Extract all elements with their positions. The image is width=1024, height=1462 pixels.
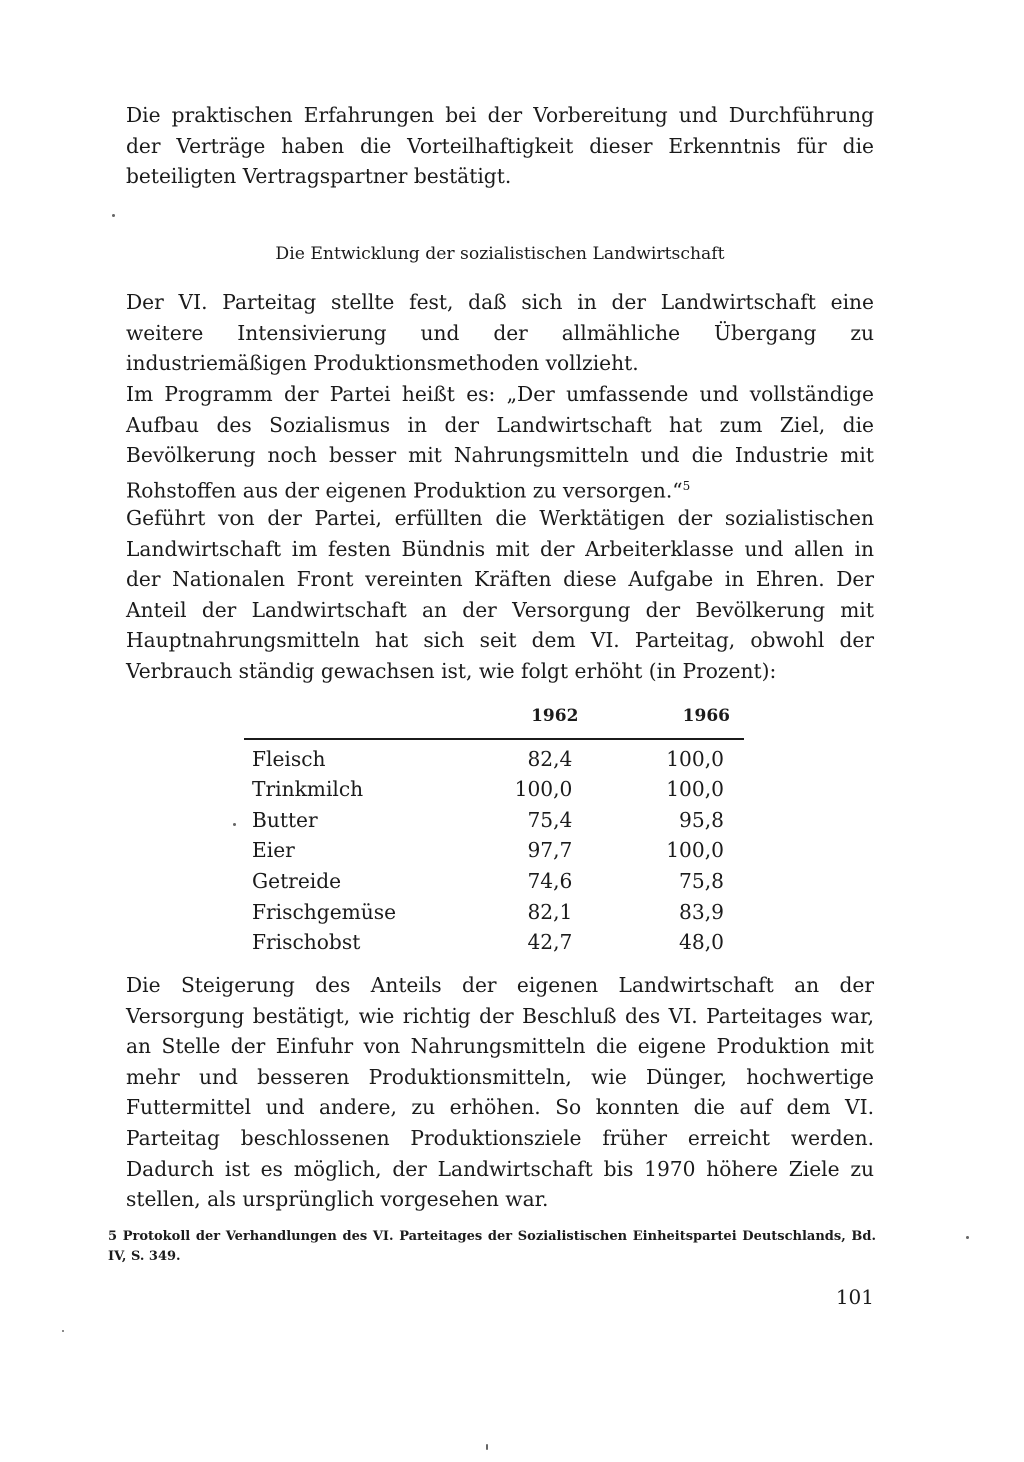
table-row bbox=[244, 774, 744, 805]
table-cell-product: Fleisch bbox=[252, 746, 326, 771]
table-cell-product: Frischobst bbox=[252, 930, 361, 955]
footnote-reference: 5 bbox=[682, 478, 691, 493]
section-heading: Die Entwicklung der sozialistischen Landwirtschaft bbox=[275, 244, 725, 264]
paragraph-parteitag: Der VI. Parteitag stellte fest, daß sich in der Landwirtschaft eine weitere Intensivierung und der allmähliche Übergang zu industriemäßigen Produktionsmethoden vollzieht. bbox=[126, 290, 874, 376]
page-number: 101 bbox=[835, 1285, 874, 1309]
table-cell-value-1966: 48,0 bbox=[679, 930, 724, 955]
table-cell-value-1966: 95,8 bbox=[679, 807, 724, 832]
table-cell-value-1962: 42,7 bbox=[527, 930, 573, 955]
table-cell-product: Getreide bbox=[252, 868, 342, 893]
paragraph-versorgung: Geführt von der Partei, erfüllten die Werktätigen der sozialistischen Landwirtschaft im festen Bündnis mit der Arbeiterklasse und allen in der Nationalen Front vereinten Kräften diese Aufgabe in Ehren. Der Anteil der Landwirtschaft an der Versorgung der Bevölkerung mit Hauptnahrungsmitteln hat sich seit dem VI. Parteitag, obwohl der Verbrauch ständig gewachsen ist, wie folgt erhöht (in Prozent): bbox=[126, 506, 874, 683]
table-header-1962: 1962 bbox=[441, 701, 593, 739]
scan-speck bbox=[233, 823, 236, 826]
paragraph-programm bbox=[126, 379, 874, 506]
table-cell-value-1966: 100,0 bbox=[666, 838, 724, 863]
table-row bbox=[244, 927, 744, 958]
table-cell-product: Trinkmilch bbox=[252, 777, 364, 802]
table-cell-value-1962: 97,7 bbox=[527, 838, 573, 863]
table-cell-value-1966: 75,8 bbox=[679, 868, 724, 893]
food-supply-table bbox=[244, 701, 744, 958]
table-header-row bbox=[244, 701, 744, 739]
table-cell-value-1962: 100,0 bbox=[514, 777, 573, 802]
table-cell-value-1962: 82,1 bbox=[527, 899, 573, 924]
table-cell-value-1962: 75,4 bbox=[527, 807, 573, 832]
table-row bbox=[244, 897, 744, 928]
table-cell-value-1966: 100,0 bbox=[666, 777, 724, 802]
table-header-1966: 1966 bbox=[592, 701, 744, 739]
table-cell-product: Butter bbox=[252, 807, 318, 832]
table-header-empty bbox=[244, 701, 441, 739]
intro-paragraph: Die praktischen Erfahrungen bei der Vorbereitung und Durchführung der Verträge haben die Vorteilhaftigkeit dieser Erkenntnis für die beteiligten Vertragspartner bestätigt. bbox=[126, 103, 874, 189]
closing-paragraph: Die Steigerung des Anteils der eigenen Landwirtschaft an der Versorgung bestätigt, wie richtig der Beschluß des VI. Parteitages war, an Stelle der Einfuhr von Nahrungsmitteln die eigene Produktion mit mehr und besseren Produktionsmitteln, wie Dünger, hochwertige Futtermittel und andere, zu erhöhen. So konnten die auf dem VI. Parteitag beschlossenen Produktionsziele früher erreicht werden. Dadurch ist es möglich, der Landwirtschaft bis 1970 höhere Ziele zu stellen, als ursprünglich vorgesehen war. bbox=[126, 973, 874, 1212]
table-row bbox=[244, 739, 744, 775]
table-row bbox=[244, 835, 744, 866]
table-cell-product: Frischgemüse bbox=[252, 899, 397, 924]
scan-speck bbox=[486, 1444, 488, 1450]
table-cell-product: Eier bbox=[252, 838, 295, 863]
table-row bbox=[244, 805, 744, 836]
footnote: 5 Protokoll der Verhandlungen des VI. Parteitages der Sozialistischen Einheitspartei Deutschlands, Bd. IV, S. 349. bbox=[108, 1229, 876, 1264]
scan-speck bbox=[62, 1330, 64, 1332]
table-cell-value-1966: 100,0 bbox=[666, 746, 724, 771]
scan-speck bbox=[966, 1236, 969, 1239]
paragraph-programm-text: Im Programm der Partei heißt es: „Der umfassende und vollständige Aufbau des Sozialismus in der Landwirtschaft hat zum Ziel, die Bevölkerung noch besser mit Nahrungsmitteln und die Industrie mit Rohstoffen aus der eigenen Produktion zu versorgen.“ bbox=[126, 382, 874, 503]
table-cell-value-1962: 82,4 bbox=[527, 746, 573, 771]
scan-speck bbox=[112, 214, 115, 217]
table-row bbox=[244, 866, 744, 897]
table-cell-value-1962: 74,6 bbox=[527, 868, 573, 893]
table-cell-value-1966: 83,9 bbox=[679, 899, 724, 924]
